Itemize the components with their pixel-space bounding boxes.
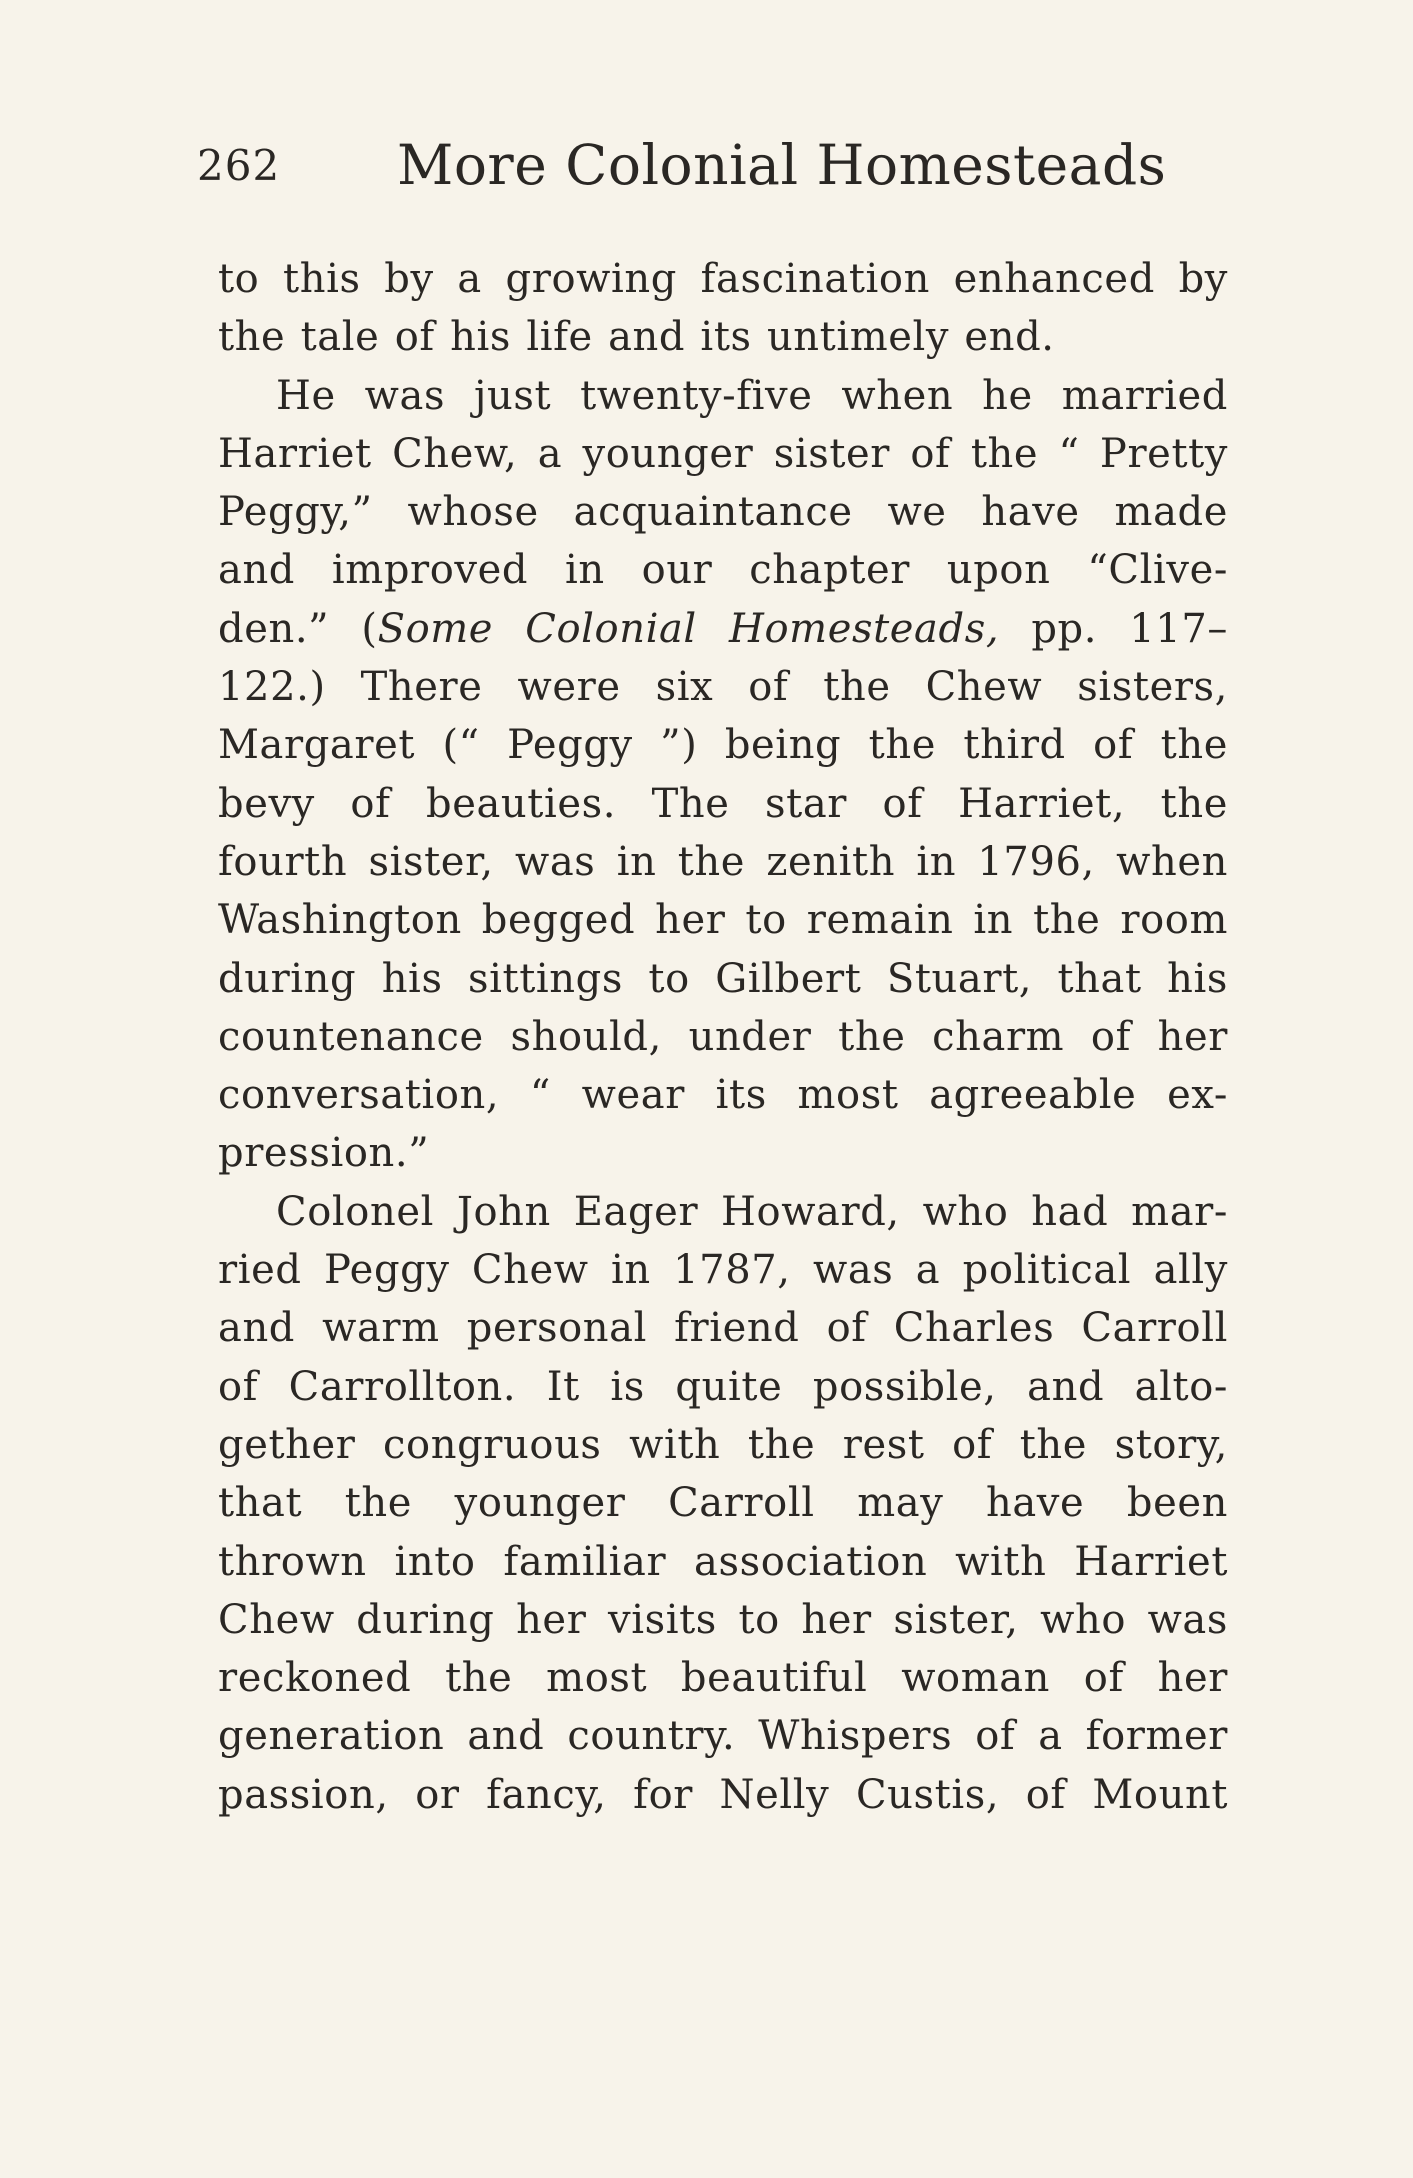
text-line: pression.” [218, 1130, 430, 1177]
text-line: that the younger Carroll may have been [218, 1480, 1228, 1527]
text-line: and improved in our chapter upon “Clive- [218, 547, 1228, 594]
text-line: Chew during her visits to her sister, who was [218, 1596, 1228, 1643]
page-header [197, 134, 1227, 204]
page-number: 262 [197, 141, 281, 190]
text-line: thrown into familiar association with Harriet [218, 1538, 1228, 1585]
text-line: to this by a growing fascination enhanced by [218, 256, 1228, 302]
text-line: during his sittings to Gilbert Stuart, that his [218, 955, 1228, 1002]
text-line: Peggy,” whose acquaintance we have made [218, 489, 1228, 536]
text-line: of Carrollton. It is quite possible, and alto- [218, 1363, 1228, 1410]
text-line: gether congruous with the rest of the story, [218, 1421, 1228, 1468]
text-line: ried Peggy Chew in 1787, was a political ally [218, 1247, 1228, 1294]
text-line: Colonel John Eager Howard, who had mar- [276, 1188, 1228, 1235]
text-line: bevy of beauties. The star of Harriet, the [218, 780, 1228, 827]
text-line: passion, or fancy, for Nelly Custis, of Mount [218, 1771, 1228, 1818]
book-title-citation: Some Colonial Homesteads, [377, 605, 1000, 652]
text-line: countenance should, under the charm of her [218, 1013, 1228, 1060]
text-line: and warm personal friend of Charles Carroll [218, 1305, 1228, 1352]
text-line: Margaret (“ Peggy ”) being the third of the [218, 722, 1228, 769]
text-segment: den.” ( [218, 605, 378, 652]
text-line: 122.) There were six of the Chew sisters, [218, 664, 1228, 711]
text-line [218, 600, 1228, 658]
text-line: Harriet Chew, a younger sister of the “ Pretty [218, 430, 1228, 477]
text-line: the tale of his life and its untimely end. [218, 314, 1055, 361]
text-line: fourth sister, was in the zenith in 1796, when [218, 838, 1228, 885]
text-line: generation and country. Whispers of a former [218, 1713, 1228, 1760]
text-segment: pp. 117– [999, 605, 1228, 652]
text-line: reckoned the most beautiful woman of her [218, 1655, 1228, 1702]
body-text [218, 250, 1228, 1824]
text-line: Washington begged her to remain in the room [218, 897, 1228, 944]
text-line: He was just twenty-five when he married [276, 372, 1228, 419]
text-line: conversation, “ wear its most agreeable ex- [218, 1072, 1228, 1119]
running-title: More Colonial Homesteads [397, 133, 1167, 197]
